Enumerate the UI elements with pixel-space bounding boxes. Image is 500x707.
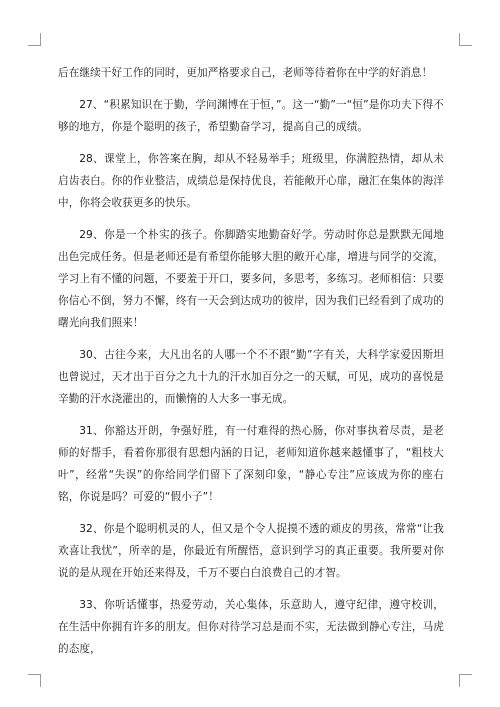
paragraph-33: 33、你听话懂事，热爱劳动，关心集体，乐意助人，遵守纪律，遵守校训，在生活中你拥有许多的朋友。但你对待学习总是而不实，无法做到静心专注，马虎的态度， [58,599,444,655]
crop-mark-bottom-right [459,674,472,687]
paragraph-28: 28、课堂上，你答案在胸，却从不轻易举手；班级里，你满腔热情，却从未启齿表白。你的作业整洁，成绩总是保持优良，若能敞开心扉，融汇在集体的海洋中，你将会收获更多的快乐。 [58,153,444,209]
crop-mark-top-right [459,33,472,46]
paragraph-27: 27、“积累知识在于勤，学问渊博在于恒，”。这一“勤”一“恒”是你功夫下得不够的地方，你是个聪明的孩子，希望勤奋学习，提高自己的成绩。 [58,99,444,133]
paragraph-31: 31、你豁达开朗，争强好胜，有一付难得的热心肠，你对事执着尽责，是老师的好帮手，看着你那很有思想内涵的日记，老师知道你越来越懂事了，“粗枝大叶”，经常“失误”的你给同学们留下了深刻印象，“静心专注”应该成为你的座右铭，你说是吗？可爱的“假小子”！ [58,425,444,503]
paragraph-30: 30、古往今来，大凡出名的人哪一个不不跟“勤”字有关，大科学家爱因斯坦也曾说过，天才出于百分之九十九的汗水加百分之一的天赋，可见，成功的喜悦是辛勤的汗水浇灌出的，而懒惰的人大多一事无成。 [58,349,444,405]
paragraph-32: 32、你是个聪明机灵的人，但又是个令人捉摸不透的顽皮的男孩，常常“让我欢喜让我忧”，所幸的是，你最近有所醒悟，意识到学习的真正重要。我所要对你说的是从现在开始还来得及，千万不要白白浪费自己的才智。 [58,523,444,579]
paragraph-29: 29、你是一个朴实的孩子。你脚踏实地勤奋好学。劳动时你总是默默无闻地出色完成任务。但是老师还是有希望你能够大胆的敞开心扉，增进与同学的交流，学习上有不懂的问题，不要羞于开口，要多问，多思考，多练习。老师相信：只要你信心不倒，努力不懈，终有一天会到达成功的彼岸，因为我们已经看到了成功的曙光向我们照来！ [58,229,444,329]
paragraph-continuation: 后在继续干好工作的同时，更加严格要求自己，老师等待着你在中学的好消息！ [58,67,433,79]
crop-mark-bottom-left [28,674,41,687]
document-body [58,62,444,670]
crop-mark-top-left [28,33,41,46]
